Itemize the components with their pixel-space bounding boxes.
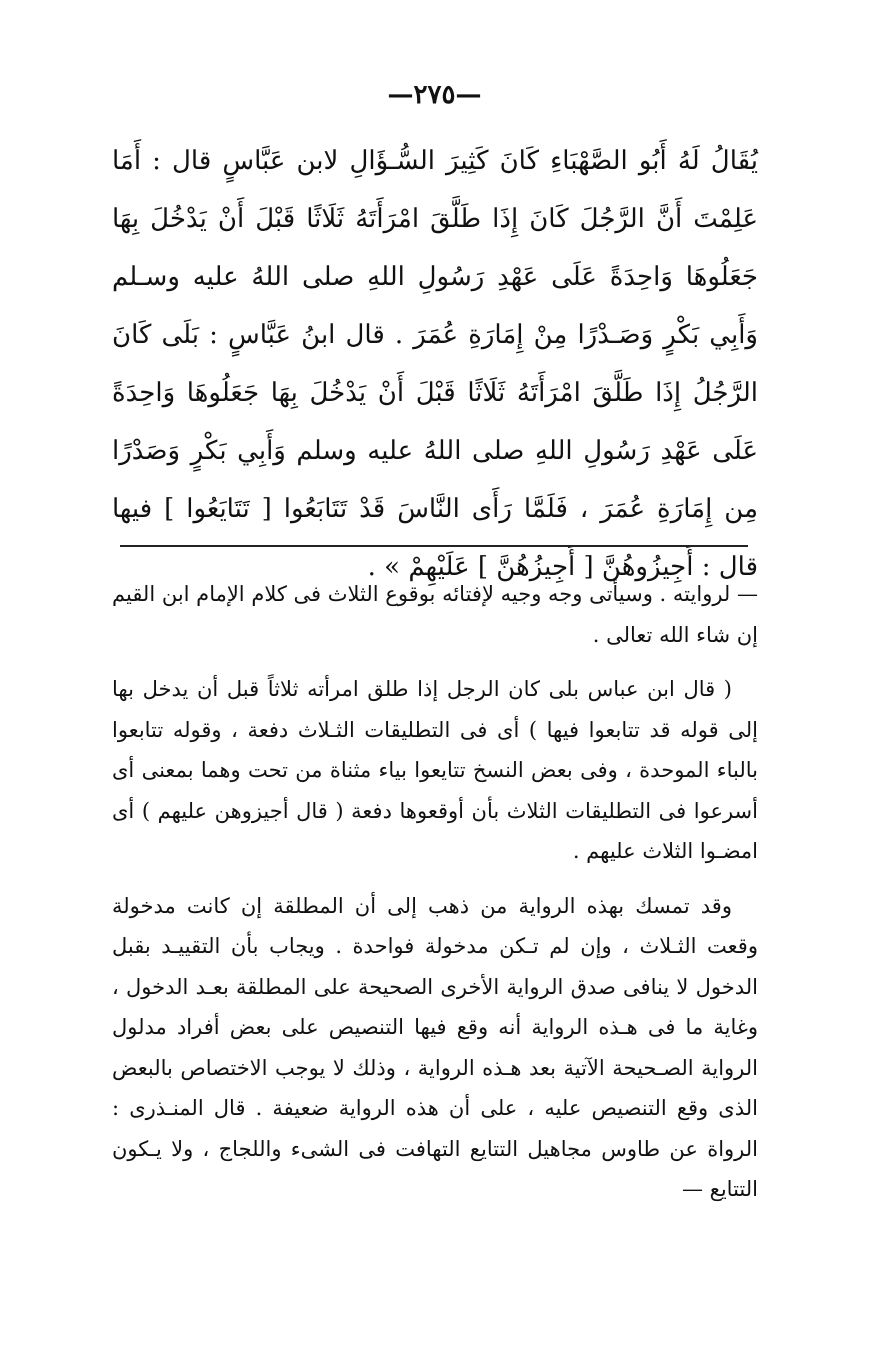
commentary-paragraph-3: وقد تمسك بهذه الرواية من ذهب إلى أن المطلقة إن كانت مدخولة وقعت الثـلاث ، وإن لم تـكن مدخولة فواحدة . ويجاب بأن التقييـد بقبل الدخول لا ينافى صدق الرواية الأخرى الصحيحة على المطلقة بعـد الدخول ، وغاية ما فى هـذه الرواية أنه وقع فيها التنصيص على بعض أفراد مدلول الرواية الصـحيحة الآتية بعد هـذه الرواية ، وذلك لا يوجب الاختصاص بالبعض الذى وقع التنصيص عليه ، على أن هذه الرواية ضعيفة . قال المنـذرى : الرواة عن طاوس مجاهيل التتايع التهافت فى الشىء واللجاج ، ولا يـكون التتايع — (112, 893, 758, 1201)
hadith-text-block (112, 132, 758, 596)
page-number: —٢٧٥— (387, 80, 482, 110)
footnote-divider (120, 545, 748, 547)
commentary-paragraph-2: ( قال ابن عباس بلى كان الرجل إذا طلق امرأته ثلاثاً قبل أن يدخل بها إلى قوله قد تتابعوا فيها ) أى فى التطليقات الثـلاث دفعة ، وقوله تتابعوا بالباء الموحدة ، وفى بعض النسخ تتايعوا بياء مثناة من تحت وهما بمعنى أى أسرعوا فى التطليقات الثلاث بأن أوقعوها دفعة ( قال أجيزوهن عليهم ) أى امضـوا الثلاث عليهم . (112, 677, 758, 863)
hadith-paragraph: يُقَالُ لَهُ أَبُو الصَّهْبَاءِ كَانَ كَثِيرَ السُّـؤَالِ لابن عَبَّاسٍ قال : أَمَا عَلِمْتَ أَنَّ الرَّجُلَ كَانَ إِذَا طَلَّقَ امْرَأَتَهُ ثَلَاثًا قَبْلَ أَنْ يَدْخُلَ بِهَا جَعَلُوهَا وَاحِدَةً عَلَى عَهْدِ رَسُولِ اللهِ صلى اللهُ عليه وسـلم وَأَبِي بَكْرٍ وَصَـدْرًا مِنْ إِمَارَةِ عُمَرَ . قال ابنُ عَبَّاسٍ : بَلَى كَانَ الرَّجُلُ إِذَا طَلَّقَ امْرَأَتَهُ ثَلَاثًا قَبْلَ أَنْ يَدْخُلَ بِهَا جَعَلُوهَا وَاحِدَةً عَلَى عَهْدِ رَسُولِ اللهِ صلى اللهُ عليه وسلم وَأَبِي بَكْرٍ وَصَدْرًا مِن إِمَارَةِ عُمَرَ ، فَلَمَّا رَأَى النَّاسَ قَدْ تَتَابَعُوا [ تَتَايَعُوا ] فيها قال : أَجِيزُوهُنَّ [ أَجِيزُهُنَّ ] عَلَيْهِمْ » . (112, 146, 759, 582)
commentary-paragraph-1: — لروايته . وسيأتى وجه وجيه لإفتائه بوقوع الثلاث فى كلام الإمام ابن القيم إن شاء الله تعالى . (112, 582, 758, 647)
commentary-block (112, 574, 758, 1224)
